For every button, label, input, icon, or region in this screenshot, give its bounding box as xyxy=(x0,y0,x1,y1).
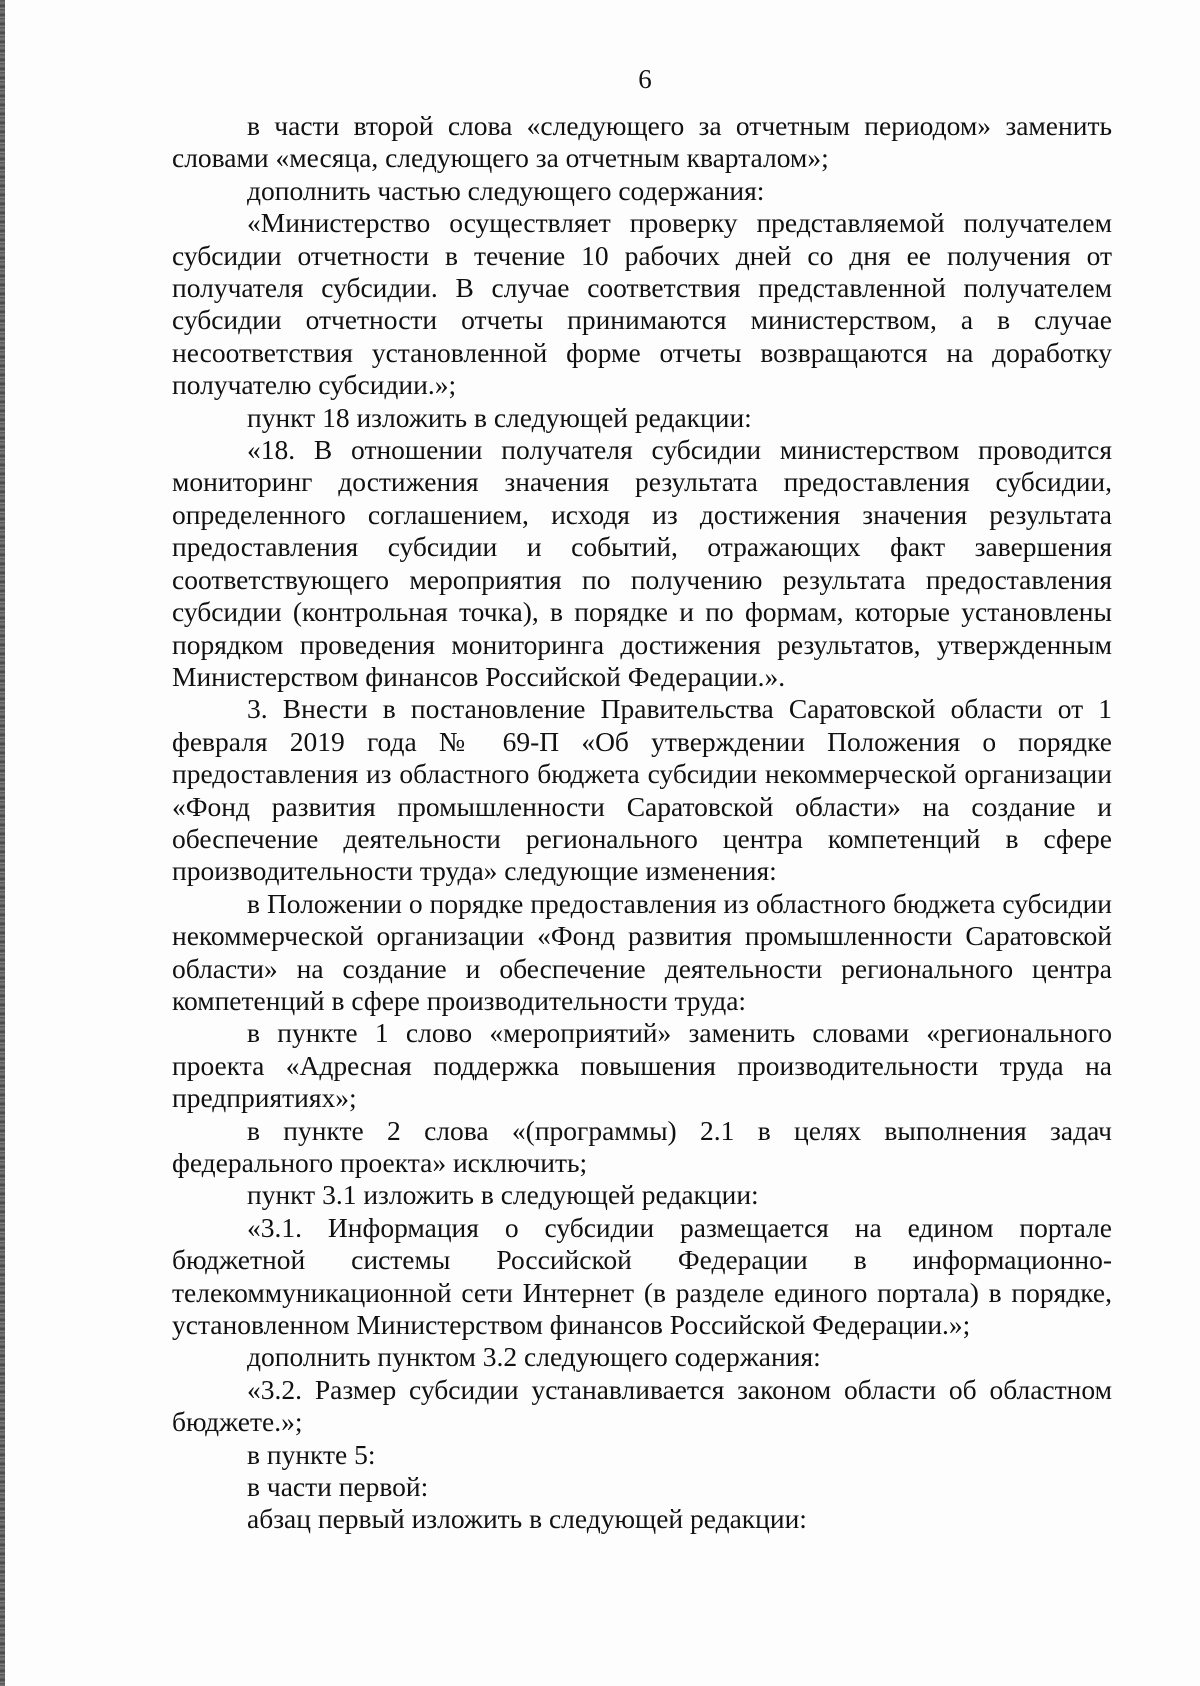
paragraph: «3.1. Информация о субсидии размещается на едином портале бюджетной системы Российской Федерации в информационно-телекоммуникационной сети Интернет (в разделе единого портала) в порядке, установленном Министерством финансов Российской Федерации.»; xyxy=(172,1211,1112,1341)
paragraph: 3. Внести в постановление Правительства Саратовской области от 1 февраля 2019 года № 69-П «Об утверждении Положения о порядке предоставления из областного бюджета субсидии некоммерческой организации «Фонд развития промышленности Саратовской области» на создание и обеспечение деятельности регионального центра компетенций в сфере производительности труда» следующие изменения: xyxy=(172,693,1112,887)
paragraph: дополнить частью следующего содержания: xyxy=(247,174,765,206)
page-number: 6 xyxy=(638,64,652,94)
paragraph: «3.2. Размер субсидии устанавливается законом области об областном бюджете.»; xyxy=(172,1373,1112,1438)
paragraph: абзац первый изложить в следующей редакции: xyxy=(247,1503,807,1535)
paragraph: в пункте 5: xyxy=(247,1438,376,1470)
paragraph: «18. В отношении получателя субсидии министерством проводится мониторинг достижения значения результата предоставления субсидии, определенного соглашением, исходя из достижения значения результата предоставления субсидии и событий, отражающих факт завершения соответствующего мероприятия по получению результата предоставления субсидии (контрольная точка), в порядке и по формам, которые установлены порядком проведения мониторинга достижения результатов, утвержденным Министерством финансов Российской Федерации.». xyxy=(172,434,1112,692)
paragraph: «Министерство осуществляет проверку представляемой получателем субсидии отчетности в течение 10 рабочих дней со дня ее получения от получателя субсидии. В случае соответствия представленной получателем субсидии отчетности отчеты принимаются министерством, а в случае несоответствия установленной форме отчеты возвращаются на доработку получателю субсидии.»; xyxy=(172,207,1112,401)
paragraph: пункт 3.1 изложить в следующей редакции: xyxy=(247,1179,759,1211)
paragraph: в части второй слова «следующего за отчетным периодом» заменить словами «месяца, следующего за отчетным кварталом»; xyxy=(172,110,1112,174)
paragraph: в пункте 2 слова «(программы) 2.1 в целях выполнения задач федерального проекта» исключить; xyxy=(172,1114,1112,1178)
paragraph: в части первой: xyxy=(247,1471,429,1503)
document-body xyxy=(172,110,1112,1536)
paragraph: пункт 18 изложить в следующей редакции: xyxy=(247,401,752,433)
scan-edge-border xyxy=(0,0,5,1686)
paragraph: дополнить пунктом 3.2 следующего содержания: xyxy=(247,1341,821,1373)
paragraph: в пункте 1 слово «мероприятий» заменить словами «регионального проекта «Адресная поддержка повышения производительности труда на предприятиях»; xyxy=(172,1017,1112,1114)
paragraph: в Положении о порядке предоставления из областного бюджета субсидии некоммерческой организации «Фонд развития промышленности Саратовской области» на создание и обеспечение деятельности регионального центра компетенций в сфере производительности труда: xyxy=(172,887,1112,1016)
